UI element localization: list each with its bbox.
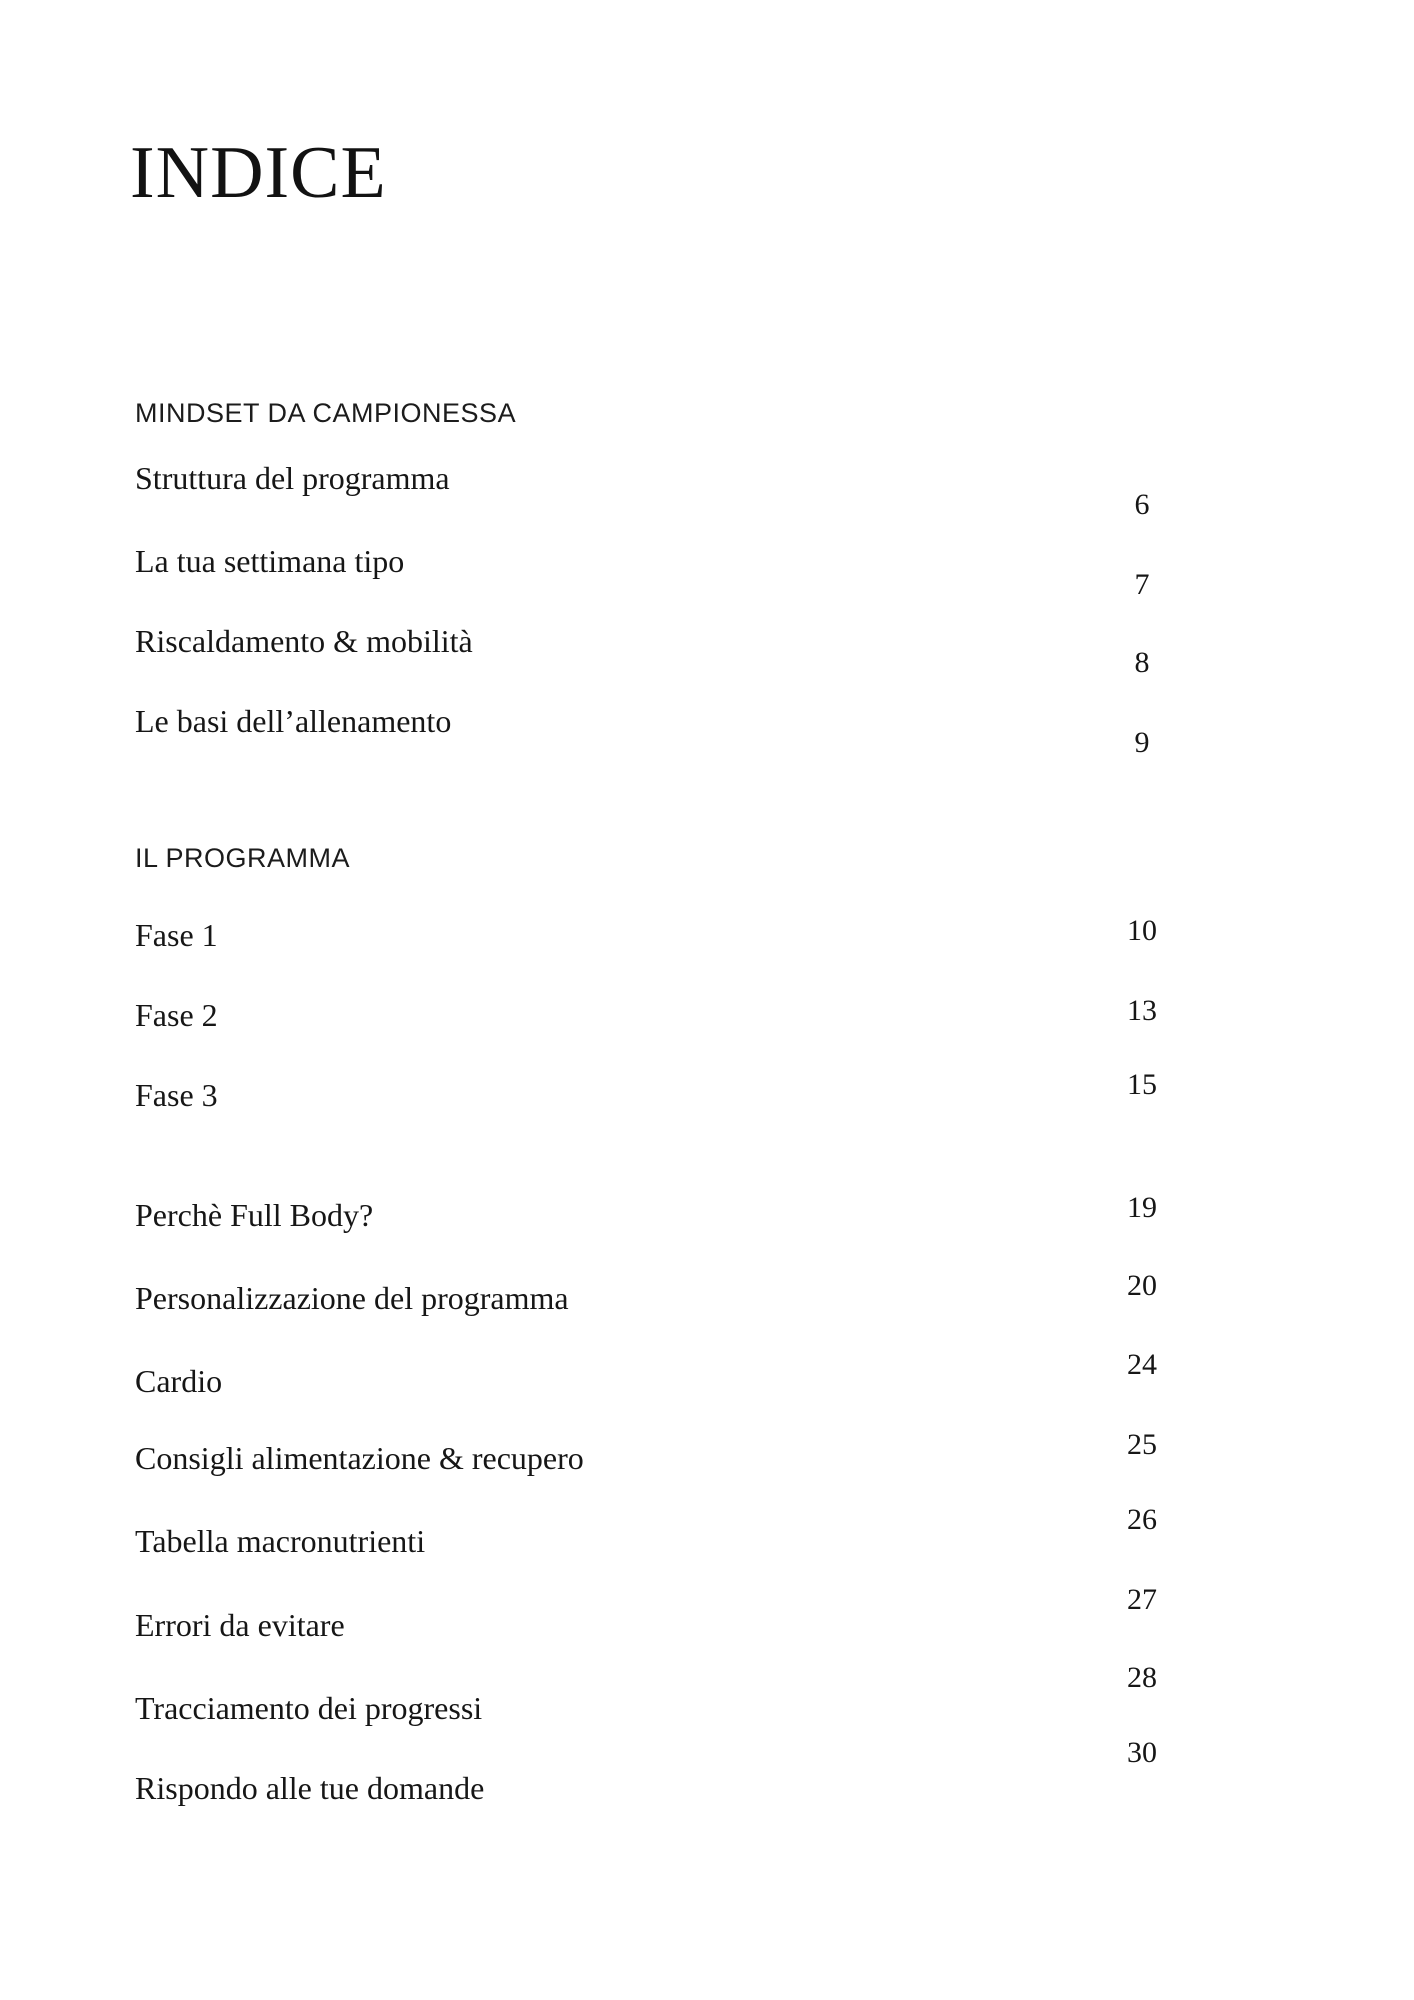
toc-item-page: 30 (1127, 1736, 1157, 1769)
toc-item-page: 15 (1127, 1068, 1157, 1101)
toc-item-label: Personalizzazione del programma (135, 1280, 569, 1316)
page-title: INDICE (130, 132, 387, 214)
toc-item-label: Le basi dell’allenamento (135, 703, 452, 739)
toc-item-label: Fase 3 (135, 1077, 218, 1113)
toc-item-label: Struttura del programma (135, 460, 450, 496)
toc-item-label: Fase 1 (135, 917, 218, 953)
section-heading-mindset: MINDSET DA CAMPIONESSA (135, 398, 517, 428)
toc-item-label: La tua settimana tipo (135, 543, 405, 579)
toc-item-page: 26 (1127, 1503, 1157, 1536)
toc-item-page: 6 (1134, 488, 1150, 521)
toc-item-label: Errori da evitare (135, 1607, 345, 1643)
toc-item-label: Fase 2 (135, 997, 218, 1033)
toc-item-page: 13 (1127, 994, 1157, 1027)
toc-item-label: Riscaldamento & mobilità (135, 623, 473, 659)
toc-item-label: Cardio (135, 1363, 223, 1399)
section-heading-programma: IL PROGRAMMA (135, 843, 351, 873)
toc-item-page: 8 (1134, 646, 1150, 679)
toc-item-page: 20 (1127, 1269, 1157, 1302)
toc-item-page: 25 (1127, 1428, 1157, 1461)
toc-item-label: Consigli alimentazione & recupero (135, 1440, 584, 1476)
toc-item-label: Perchè Full Body? (135, 1197, 374, 1233)
toc-item-page: 7 (1134, 568, 1150, 601)
toc-item-page: 28 (1127, 1661, 1157, 1694)
toc-item-page: 27 (1127, 1583, 1157, 1616)
toc-item-label: Tracciamento dei progressi (135, 1690, 483, 1726)
toc-item-label: Tabella macronutrienti (135, 1523, 426, 1559)
toc-item-page: 9 (1134, 726, 1150, 759)
toc-item-page: 19 (1127, 1191, 1157, 1224)
toc-item-label: Rispondo alle tue domande (135, 1770, 485, 1806)
toc-item-page: 24 (1127, 1348, 1157, 1381)
toc-item-page: 10 (1127, 914, 1157, 947)
